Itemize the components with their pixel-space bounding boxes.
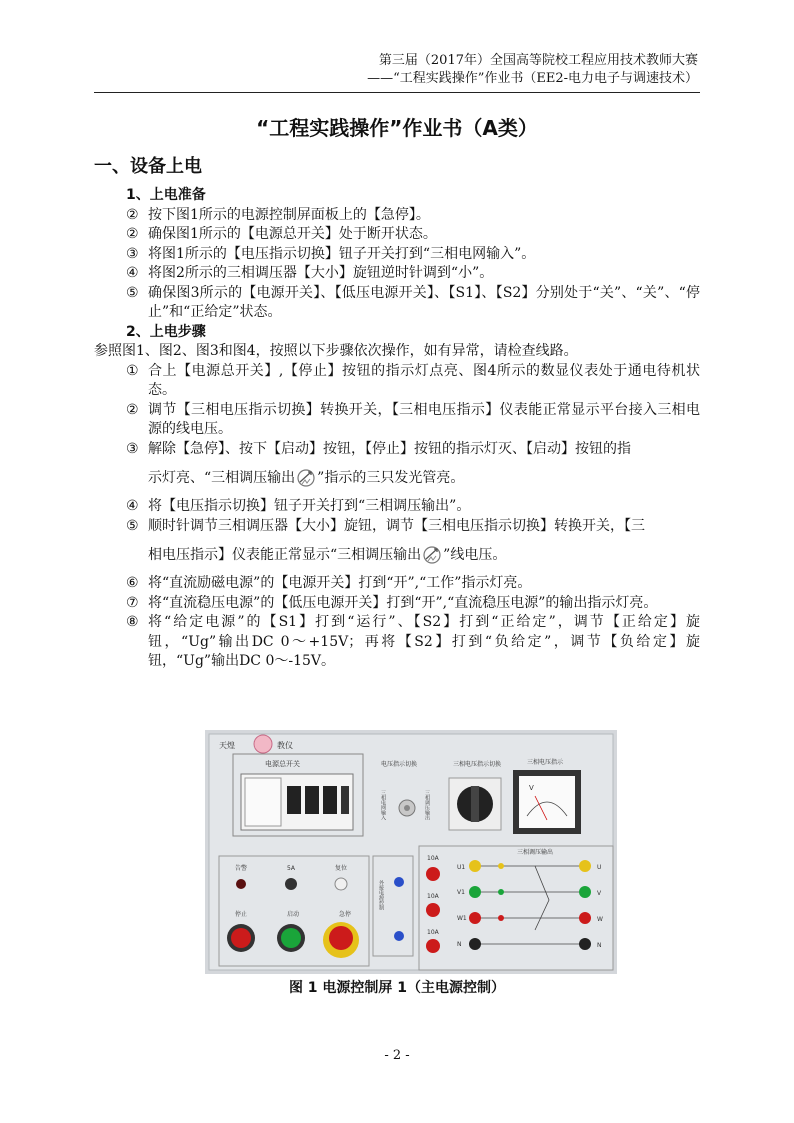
output-label: 三相调压输出 xyxy=(517,849,554,856)
item-text: 将图2所示的三相调压器【大小】旋钮逆时针调到“小”。 xyxy=(148,265,494,281)
terminal-label: V xyxy=(597,890,602,897)
section-heading: 一、设备上电 xyxy=(94,156,202,177)
output-indicator xyxy=(498,915,504,921)
switch-side-label: 三相电网输入 xyxy=(380,790,386,820)
fuse-button[interactable] xyxy=(426,867,440,881)
meter-label: 三相电压指示 xyxy=(527,759,564,766)
document-body xyxy=(94,186,700,672)
subsection-heading-steps: 2、上电步骤 xyxy=(126,323,206,340)
item-number: ⑦ xyxy=(126,594,139,611)
terminal-label: U1 xyxy=(457,864,466,871)
item-text: 确保图1所示的【电源总开关】处于断开状态。 xyxy=(148,226,437,242)
list-item xyxy=(126,401,700,440)
list-item xyxy=(126,284,700,323)
main-switch-label: 电源总开关 xyxy=(265,760,300,768)
emergency-stop-button[interactable] xyxy=(329,926,353,950)
terminal-label: W xyxy=(597,916,603,923)
reset-label: 复位 xyxy=(335,865,348,872)
start-label: 启动 xyxy=(287,911,300,918)
terminal-jack[interactable] xyxy=(394,931,404,941)
terminal-label: W1 xyxy=(457,915,467,922)
item-text: 将“直流稳压电源”的【低压电源开关】打到“开”,“直流稳压电源”的输出指示灯亮。 xyxy=(148,594,658,611)
item-text: 将图1所示的【电压指示切换】钮子开关打到“三相电网输入”。 xyxy=(148,245,536,262)
list-item xyxy=(126,225,700,245)
list-item xyxy=(126,206,700,226)
list-item xyxy=(126,517,700,575)
terminal-jack[interactable] xyxy=(394,877,404,887)
terminal-jack[interactable] xyxy=(469,886,481,898)
header-line-2: ——“工程实践操作”作业书（EE2-电力电子与调速技术） xyxy=(367,71,698,86)
terminal-label: N xyxy=(597,942,602,949)
logo-text-2: 教仪 xyxy=(277,741,293,750)
alarm-label: 告警 xyxy=(235,865,248,872)
item-text: 确保图3所示的【电源开关】、【低压电源开关】、【S1】、【S2】分别处于“关”、“关”、“停止”和“正给定”状态。 xyxy=(148,284,700,320)
item-text: 将“直流励磁电源”的【电源开关】打到“开”,“工作”指示灯亮。 xyxy=(148,575,532,591)
terminal-jack[interactable] xyxy=(579,938,591,950)
list-item xyxy=(126,594,700,614)
terminal-label: U xyxy=(597,864,602,871)
logo-text: 天煌 xyxy=(219,741,235,750)
item-number: ③ xyxy=(126,245,139,262)
item-text: 顺时针调节三相调压器【大小】旋钮，调节【三相电压指示切换】转换开关，【三 xyxy=(148,517,645,534)
adjustable-output-icon xyxy=(295,467,317,489)
phase-switch-label: 三相电压指示切换 xyxy=(453,761,502,768)
list-item xyxy=(126,245,700,265)
item-number: ② xyxy=(126,226,139,242)
list-item xyxy=(126,574,700,594)
list-item xyxy=(126,362,700,401)
reset-button[interactable] xyxy=(335,878,347,890)
item-number: ② xyxy=(126,206,139,223)
list-item xyxy=(126,264,700,284)
terminal-jack[interactable] xyxy=(469,860,481,872)
item-text: 调节【三相电压指示切换】转换开关，【三相电压指示】仪表能正常显示平台接入三相电源的线电压。 xyxy=(148,401,700,437)
item-number: ⑥ xyxy=(126,575,139,591)
item-number: ⑤ xyxy=(126,284,139,301)
power-control-panel-figure xyxy=(205,730,617,974)
fuse-holder[interactable] xyxy=(285,878,297,890)
fuse-label: 10A xyxy=(427,893,439,900)
terminal-label: N xyxy=(457,941,462,948)
document-title: “工程实践操作”作业书（A类） xyxy=(256,116,538,140)
item-text: 相电压指示】仪表能正常显示“三相调压输出 xyxy=(148,547,422,563)
list-item xyxy=(126,440,700,498)
item-number: ① xyxy=(126,362,139,379)
item-number: ⑧ xyxy=(126,614,139,630)
fuse-label: 10A xyxy=(427,929,439,936)
item-text: 示灯亮、“三相调压输出 xyxy=(148,470,296,486)
estop-label: 急停 xyxy=(339,911,352,918)
item-text: 按下图1所示的电源控制屏面板上的【急停】。 xyxy=(148,206,430,223)
switch-side-label: 三相调压输出 xyxy=(424,790,430,820)
voltage-indicator-toggle[interactable] xyxy=(399,800,415,816)
list-item xyxy=(126,613,700,672)
fuse-button[interactable] xyxy=(426,939,440,953)
terminal-jack[interactable] xyxy=(469,938,481,950)
phase-selector-knob[interactable] xyxy=(449,778,501,830)
stop-button[interactable] xyxy=(231,928,251,948)
page-number: - 2 - xyxy=(384,1048,410,1063)
terminal-jack[interactable] xyxy=(579,860,591,872)
item-text: 合上【电源总开关】,【停止】按钮的指示灯点亮、图4所示的数显仪表处于通电待机状态。 xyxy=(148,362,700,398)
prep-list xyxy=(126,206,700,323)
stop-label: 停止 xyxy=(235,911,248,918)
alarm-indicator xyxy=(236,879,246,889)
item-text: 解除【急停】、按下【启动】按钮，【停止】按钮的指示灯灭、【启动】按钮的指 xyxy=(148,440,631,457)
output-indicator xyxy=(498,863,504,869)
terminal-label: V1 xyxy=(457,889,465,896)
figure-caption: 图 1 电源控制屏 1（主电源控制） xyxy=(288,980,506,996)
subsection-heading-prep: 1、上电准备 xyxy=(126,187,206,203)
fuse-button[interactable] xyxy=(426,903,440,917)
steps-intro: 参照图1、图2、图3和图4，按照以下步骤依次操作，如有异常，请检查线路。 xyxy=(94,343,578,359)
page-header xyxy=(367,52,698,88)
terminal-jack[interactable] xyxy=(579,886,591,898)
item-text: ”线电压。 xyxy=(443,547,507,563)
item-text: 将“给定电源”的【S1】打到“运行”、【S2】打到“正给定”，调节【正给定】旋钮，“Ug”输出DC 0～+15V；再将【S2】打到“负给定”，调节【负给定】旋钮，“Ug”输出DC 0～-15V。 xyxy=(148,614,700,669)
start-button[interactable] xyxy=(281,928,301,948)
fuse-label: 5A xyxy=(287,865,295,872)
output-indicator xyxy=(498,889,504,895)
meter-unit: V xyxy=(529,784,534,792)
external-power-label: 外接电源控制 xyxy=(378,880,384,910)
item-number: ⑤ xyxy=(126,517,139,534)
item-text: ”指示的三只发光管亮。 xyxy=(317,470,465,486)
item-number: ④ xyxy=(126,265,139,281)
voltmeter xyxy=(513,770,581,834)
header-divider xyxy=(94,92,700,93)
item-number: ④ xyxy=(126,498,139,514)
item-text: 将【电压指示切换】钮子开关打到“三相调压输出”。 xyxy=(148,498,471,514)
item-number: ③ xyxy=(126,440,139,457)
header-line-1: 第三届（2017年）全国高等院校工程应用技术教师大赛 xyxy=(378,53,698,68)
adjustable-output-icon xyxy=(421,544,443,566)
terminal-jack[interactable] xyxy=(579,912,591,924)
terminal-jack[interactable] xyxy=(469,912,481,924)
volt-switch-label: 电压指示切换 xyxy=(381,761,418,768)
list-item xyxy=(126,497,700,517)
item-number: ② xyxy=(126,401,139,418)
main-circuit-breaker[interactable] xyxy=(241,774,353,830)
fuse-label: 10A xyxy=(427,855,439,862)
